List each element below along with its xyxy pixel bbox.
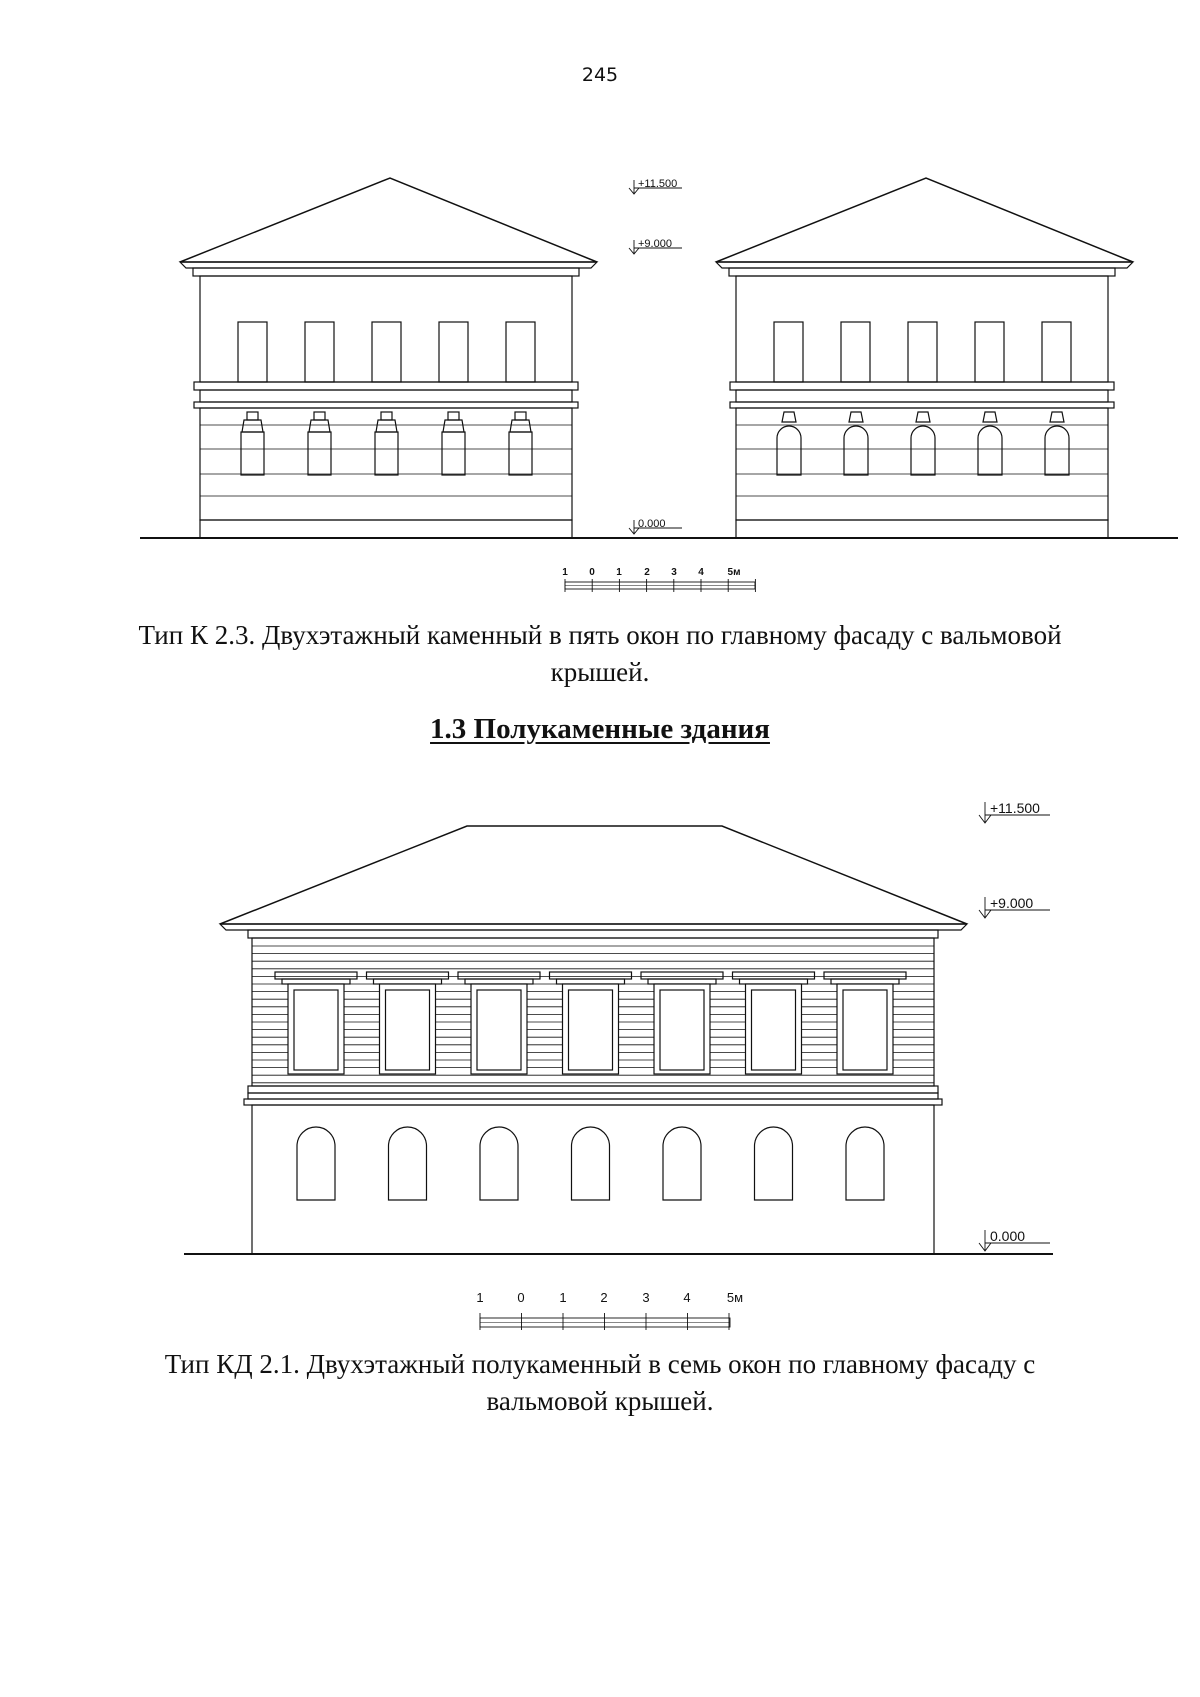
- facade-right-building: [716, 178, 1133, 538]
- window-keystone: [782, 412, 796, 422]
- arched-window: [480, 1127, 518, 1200]
- window-cornice: [824, 972, 906, 979]
- upper-window: [1042, 322, 1071, 382]
- section-heading: 1.3 Полукаменные здания: [430, 713, 770, 745]
- window-cornice: [275, 972, 357, 979]
- window-keystone: [916, 412, 930, 422]
- window-keystone: [309, 420, 330, 432]
- window-cornice: [367, 972, 449, 979]
- scale-tick-label: 2: [600, 1290, 608, 1305]
- lower-window: [442, 432, 465, 475]
- facade-left-building: [180, 178, 597, 538]
- upper-window: [372, 322, 401, 382]
- level-marker-ground: [979, 1228, 1050, 1251]
- upper-window: [386, 990, 430, 1070]
- window-cornice: [831, 979, 899, 984]
- window-cornice: [458, 972, 540, 979]
- window-cornice: [557, 979, 625, 984]
- level-label-eaves: +9.000: [638, 238, 672, 250]
- lower-window: [241, 432, 264, 475]
- window-cornice: [374, 979, 442, 984]
- upper-window: [477, 990, 521, 1070]
- scale-tick-label: 4: [683, 1290, 691, 1305]
- window-cornice: [648, 979, 716, 984]
- scale-tick-label: 1: [476, 1290, 484, 1305]
- window-keystone: [849, 412, 863, 422]
- upper-window: [439, 322, 468, 382]
- scale-bar: [476, 1290, 743, 1330]
- caption-line: Тип К 2.3. Двухэтажный каменный в пять окон по главному фасаду с вальмовой: [138, 620, 1062, 650]
- upper-window: [660, 990, 704, 1070]
- window-keystone: [448, 412, 459, 420]
- page-number: 245: [581, 64, 619, 86]
- arched-window: [911, 426, 935, 475]
- window-keystone: [314, 412, 325, 420]
- upper-window: [774, 322, 803, 382]
- arched-window: [777, 426, 801, 475]
- caption-line: Тип КД 2.1. Двухэтажный полукаменный в семь окон по главному фасаду с: [164, 1349, 1036, 1379]
- arched-window: [846, 1127, 884, 1200]
- window-keystone: [443, 420, 464, 432]
- window-keystone: [381, 412, 392, 420]
- scale-tick-label: 2: [644, 567, 650, 578]
- upper-window: [305, 322, 334, 382]
- arched-window: [978, 426, 1002, 475]
- scale-tick-label: 3: [671, 567, 677, 578]
- figure-caption-kd21: [0, 1346, 1200, 1420]
- arched-window: [572, 1127, 610, 1200]
- window-keystone: [510, 420, 531, 432]
- window-keystone: [247, 412, 258, 420]
- window-keystone: [1050, 412, 1064, 422]
- level-label-top: +11.500: [638, 178, 678, 190]
- upper-window: [908, 322, 937, 382]
- arched-window: [663, 1127, 701, 1200]
- arched-window: [297, 1127, 335, 1200]
- lower-window: [509, 432, 532, 475]
- facade-half-stone-building: [220, 826, 967, 1254]
- scale-tick-label: 1: [559, 1290, 567, 1305]
- scale-tick-label: 1: [562, 567, 568, 578]
- lower-window: [308, 432, 331, 475]
- facade-drawing-stone: [0, 150, 1200, 610]
- window-cornice: [641, 972, 723, 979]
- window-cornice: [740, 979, 808, 984]
- level-label-ground: 0.000: [990, 1228, 1026, 1244]
- upper-window: [843, 990, 887, 1070]
- window-cornice: [282, 979, 350, 984]
- window-keystone: [242, 420, 263, 432]
- caption-line: вальмовой крышей.: [486, 1386, 714, 1416]
- window-cornice: [733, 972, 815, 979]
- upper-window: [294, 990, 338, 1070]
- caption-line: крышей.: [550, 657, 650, 687]
- scale-bar: [562, 567, 755, 592]
- window-cornice: [550, 972, 632, 979]
- arched-window: [844, 426, 868, 475]
- upper-window: [841, 322, 870, 382]
- upper-window: [506, 322, 535, 382]
- level-label-eaves: +9.000: [990, 895, 1034, 911]
- scale-tick-label: 0: [589, 567, 595, 578]
- upper-window: [975, 322, 1004, 382]
- arched-window: [1045, 426, 1069, 475]
- level-label-ground: 0.000: [638, 518, 666, 530]
- window-keystone: [983, 412, 997, 422]
- scale-tick-label: 3: [642, 1290, 650, 1305]
- scale-tick-label: 5м: [726, 1290, 744, 1305]
- facade-drawing-half-stone: [0, 790, 1200, 1330]
- window-keystone: [515, 412, 526, 420]
- arched-window: [755, 1127, 793, 1200]
- level-marker-eaves: [979, 895, 1050, 918]
- upper-window: [569, 990, 613, 1070]
- upper-window: [752, 990, 796, 1070]
- level-marker-top: [629, 178, 682, 194]
- arched-window: [389, 1127, 427, 1200]
- window-keystone: [376, 420, 397, 432]
- figure-caption-k23: [0, 617, 1200, 691]
- level-label-top: +11.500: [990, 800, 1040, 816]
- scale-tick-label: 0: [517, 1290, 525, 1305]
- lower-window: [375, 432, 398, 475]
- scale-tick-label: 4: [698, 567, 704, 578]
- window-cornice: [465, 979, 533, 984]
- level-marker-eaves: [629, 238, 682, 254]
- scale-tick-label: 1: [616, 567, 622, 578]
- level-marker-ground: [629, 518, 682, 534]
- upper-window: [238, 322, 267, 382]
- scale-tick-label: 5м: [727, 567, 741, 578]
- level-marker-top: [979, 800, 1050, 823]
